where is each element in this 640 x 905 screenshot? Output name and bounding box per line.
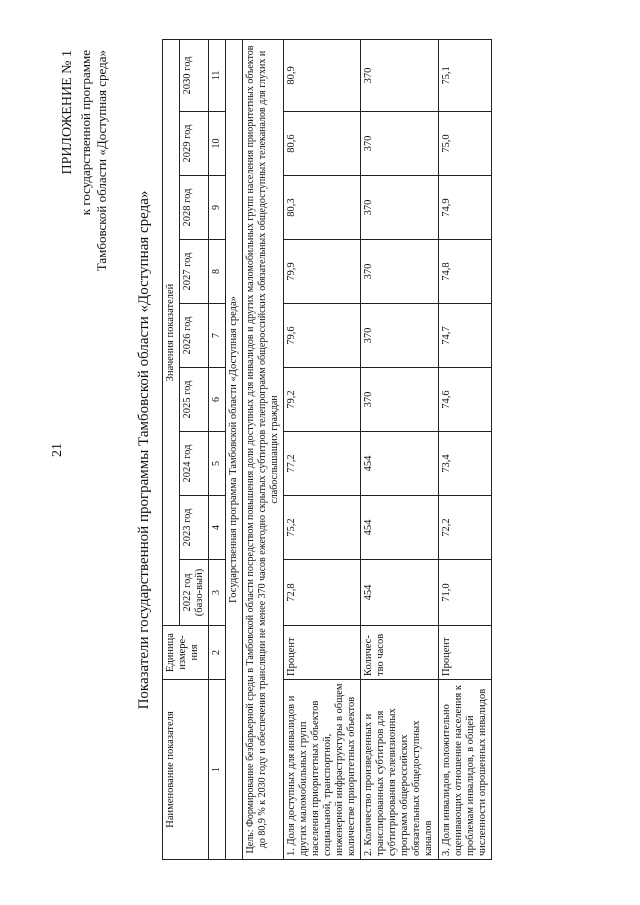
indicator-unit: Количес-тво часов bbox=[361, 626, 438, 680]
indicator-value: 75,2 bbox=[283, 496, 360, 560]
goal-cell: Цель: Формирование безбарьерной среды в Тамбовской области посредством повышения доли доступных для инвалидов и других маломобильных групп населения приоритетных объектов до 80,9 % к 2030 году и обеспечения трансляции не менее 370 часов ежегодно скрытых субтитров телепрограмм общероссийских обязательных общедоступных телеканалов для глухих и слабослышащих граждан bbox=[242, 39, 283, 859]
column-number: 2 bbox=[209, 626, 226, 680]
column-number: 3 bbox=[209, 560, 226, 626]
indicator-value: 80,3 bbox=[283, 176, 360, 240]
column-number: 9 bbox=[209, 176, 226, 240]
indicator-value: 370 bbox=[361, 368, 438, 432]
header-unit: Единица измере-ния bbox=[163, 626, 209, 680]
appendix-program-name: Тамбовской области «Доступная среда» bbox=[94, 50, 109, 272]
header-year: 2025 год bbox=[180, 368, 209, 432]
indicator-value: 74,8 bbox=[438, 240, 491, 304]
indicator-value: 77,2 bbox=[283, 432, 360, 496]
column-number: 11 bbox=[209, 39, 226, 111]
rotated-page bbox=[50, 40, 610, 860]
appendix-subtitle: к государственной программе bbox=[78, 50, 93, 216]
indicator-value: 79,9 bbox=[283, 240, 360, 304]
indicator-value: 454 bbox=[361, 432, 438, 496]
program-row bbox=[225, 39, 242, 859]
column-number: 1 bbox=[209, 680, 226, 860]
header-values: Значения показателей bbox=[163, 39, 180, 625]
indicator-value: 80,9 bbox=[283, 39, 360, 111]
indicator-value: 72,8 bbox=[283, 560, 360, 626]
indicator-value: 74,6 bbox=[438, 368, 491, 432]
header-year: 2023 год bbox=[180, 496, 209, 560]
header-year: 2024 год bbox=[180, 432, 209, 496]
indicator-value: 370 bbox=[361, 176, 438, 240]
header-indicator-name: Наименование показателя bbox=[163, 680, 209, 860]
indicator-value: 71,0 bbox=[438, 560, 491, 626]
indicator-value: 370 bbox=[361, 304, 438, 368]
indicator-value: 74,7 bbox=[438, 304, 491, 368]
header-row bbox=[163, 39, 180, 859]
indicator-value: 454 bbox=[361, 560, 438, 626]
indicator-name: 1. Доля доступных для инвалидов и других маломобильных групп населения приоритетных объектов социальной, транспортной, инженерной инфраструктуры в общем количестве приоритетных объектов bbox=[283, 680, 360, 860]
indicator-unit: Процент bbox=[438, 626, 491, 680]
indicator-name: 3. Доля инвалидов, положительно оценивающих отношение населения к проблемам инвалидов, в общей численности опрошенных инвалидов bbox=[438, 680, 491, 860]
header-year: 2030 год bbox=[180, 39, 209, 111]
indicator-value: 73,4 bbox=[438, 432, 491, 496]
indicator-value: 454 bbox=[361, 496, 438, 560]
indicator-value: 75,0 bbox=[438, 112, 491, 176]
goal-row bbox=[242, 39, 283, 859]
header-year: 2027 год bbox=[180, 240, 209, 304]
indicator-value: 370 bbox=[361, 112, 438, 176]
table-row bbox=[283, 39, 360, 859]
column-number: 8 bbox=[209, 240, 226, 304]
indicator-value: 79,2 bbox=[283, 368, 360, 432]
table-row bbox=[438, 39, 491, 859]
header-year: 2028 год bbox=[180, 176, 209, 240]
indicator-value: 72,2 bbox=[438, 496, 491, 560]
indicator-unit: Процент bbox=[283, 626, 360, 680]
document-title: Показатели государственной программы Тамбовской области «Доступная среда» bbox=[136, 190, 152, 710]
header-year: 2026 год bbox=[180, 304, 209, 368]
appendix-title: ПРИЛОЖЕНИЕ № 1 bbox=[60, 50, 75, 175]
indicator-value: 80,6 bbox=[283, 112, 360, 176]
column-number: 10 bbox=[209, 112, 226, 176]
column-number: 6 bbox=[209, 368, 226, 432]
header-year: 2029 год bbox=[180, 112, 209, 176]
column-number: 4 bbox=[209, 496, 226, 560]
indicator-value: 79,6 bbox=[283, 304, 360, 368]
indicator-value: 370 bbox=[361, 39, 438, 111]
indicator-value: 370 bbox=[361, 240, 438, 304]
table-row bbox=[361, 39, 438, 859]
program-name-cell: Государственная программа Тамбовской области «Доступная среда» bbox=[225, 39, 242, 859]
indicator-name: 2. Количество произведенных и транслированных субтитров для субтитрирования телевизионных программ общероссийских обязательных общедоступных каналов bbox=[361, 680, 438, 860]
header-year: 2022 год (базо-вый) bbox=[180, 560, 209, 626]
page-number: 21 bbox=[50, 443, 65, 457]
column-number: 5 bbox=[209, 432, 226, 496]
indicator-value: 74,9 bbox=[438, 176, 491, 240]
indicators-table bbox=[162, 39, 492, 860]
column-numbers-row bbox=[209, 39, 226, 859]
column-number: 7 bbox=[209, 304, 226, 368]
indicator-value: 75,1 bbox=[438, 39, 491, 111]
